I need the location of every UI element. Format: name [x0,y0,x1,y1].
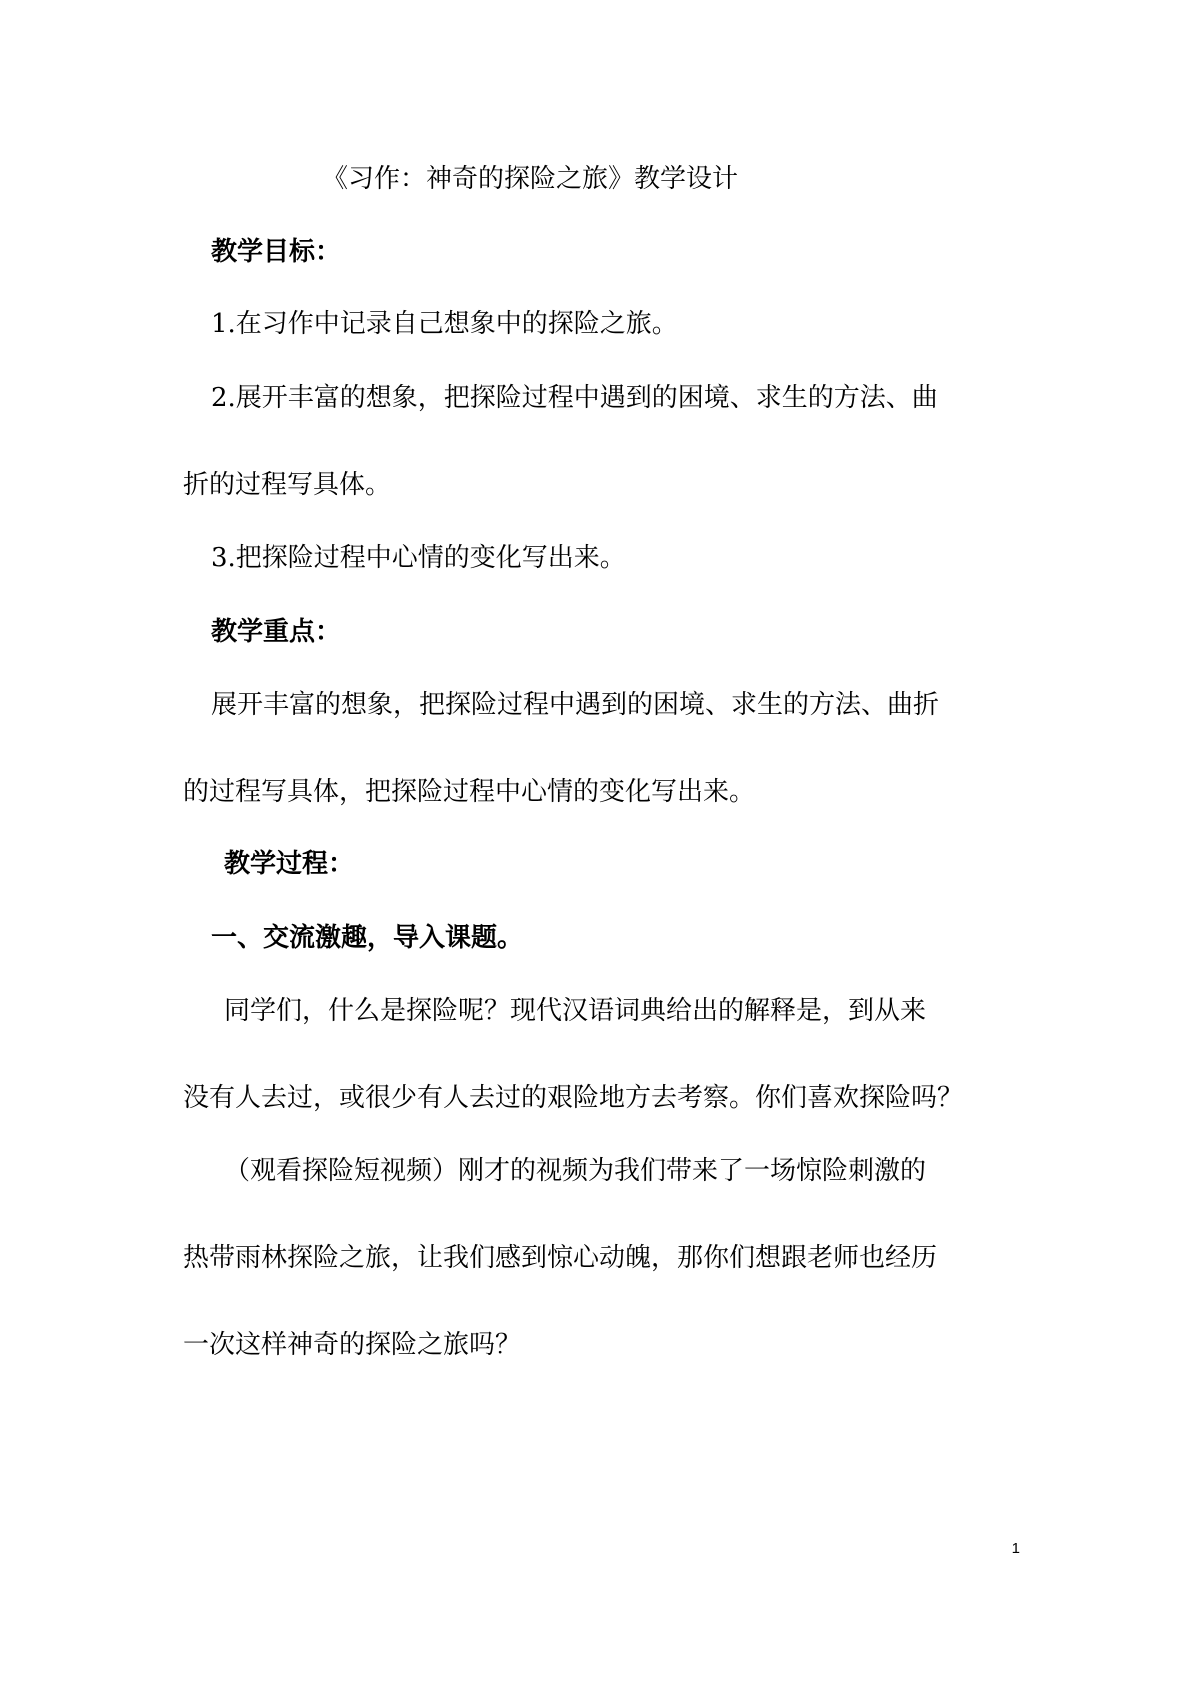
page-number: 1 [1011,1540,1020,1557]
paragraph-1-line-2: 没有人去过，或很少有人去过的艰险地方去考察。你们喜欢探险吗？ [183,1083,964,1113]
goals-heading: 教学目标： [211,237,342,267]
focus-line-2: 的过程写具体，把探险过程中心情的变化写出来。 [183,777,756,807]
process-heading: 教学过程： [224,849,355,879]
paragraph-2-line-1: （观看探险短视频）刚才的视频为我们带来了一场惊险刺激的 [224,1156,927,1186]
paragraph-2-line-3: 一次这样神奇的探险之旅吗？ [183,1330,522,1360]
focus-line-1: 展开丰富的想象，把探险过程中遇到的困境、求生的方法、曲折 [211,690,940,720]
section-1-heading: 一、交流激趣，导入课题。 [211,923,524,953]
focus-heading: 教学重点： [211,617,342,647]
paragraph-1-line-1: 同学们，什么是探险呢？现代汉语词典给出的解释是，到从来 [224,996,927,1026]
paragraph-2-line-2: 热带雨林探险之旅，让我们感到惊心动魄，那你们想跟老师也经历 [183,1243,938,1273]
goal-item-2-line-2: 折的过程写具体。 [183,470,392,500]
goal-item-3: 3.把探险过程中心情的变化写出来。 [211,543,626,573]
goal-item-2-line-1: 2.展开丰富的想象，把探险过程中遇到的困境、求生的方法、曲 [211,383,938,413]
document-title: 《习作：神奇的探险之旅》教学设计 [322,164,739,194]
goal-item-1: 1.在习作中记录自己想象中的探险之旅。 [211,309,678,339]
